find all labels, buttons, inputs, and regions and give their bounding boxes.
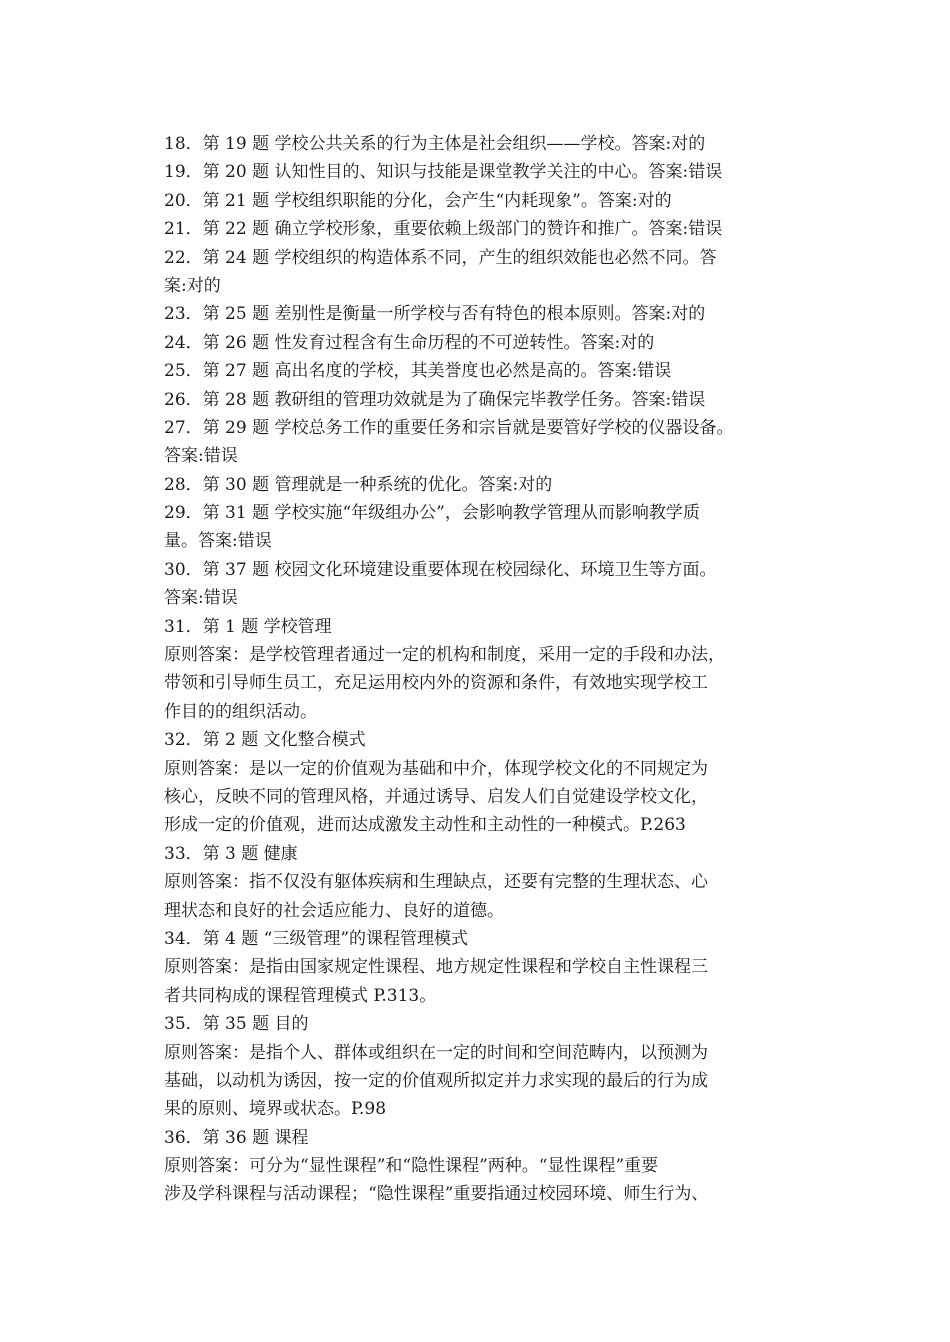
text-line: 原则答案：指不仅没有躯体疾病和生理缺点，还要有完整的生理状态、心 — [164, 872, 708, 893]
text-line: 案:对的 — [164, 275, 221, 296]
text-line: 作目的的组织活动。 — [164, 701, 317, 722]
text-line: 34．第 4 题 “三级管理”的课程管理模式 — [164, 928, 469, 949]
text-line: 31．第 1 题 学校管理 — [164, 616, 332, 637]
document-body — [164, 130, 804, 1209]
text-line: 22．第 24 题 学校组织的构造体系不同，产生的组织效能也必然不同。答 — [164, 247, 717, 268]
text-line: 核心，反映不同的管理风格，并通过诱导、启发人们自觉建设学校文化， — [164, 786, 708, 807]
text-line: 28．第 30 题 管理就是一种系统的优化。答案:对的 — [164, 474, 553, 495]
text-line: 20．第 21 题 学校组织职能的分化，会产生“内耗现象”。答案:对的 — [164, 190, 672, 211]
text-line: 理状态和良好的社会适应能力、良好的道德。 — [164, 900, 504, 921]
text-line: 32．第 2 题 文化整合模式 — [164, 730, 366, 751]
text-line: 33．第 3 题 健康 — [164, 843, 298, 864]
text-line: 原则答案：可分为“显性课程”和“隐性课程”两种。“显性课程”重要 — [164, 1156, 659, 1177]
text-line: 25．第 27 题 高出名度的学校，其美誉度也必然是高的。答案:错误 — [164, 361, 672, 382]
text-line: 24．第 26 题 性发育过程含有生命历程的不可逆转性。答案:对的 — [164, 332, 655, 353]
text-line: 27．第 29 题 学校总务工作的重要任务和宗旨就是要管好学校的仪器设备。 — [164, 417, 734, 438]
text-line: 原则答案：是指由国家规定性课程、地方规定性课程和学校自主性课程三 — [164, 957, 708, 978]
text-line: 36．第 36 题 课程 — [164, 1127, 309, 1148]
text-line: 原则答案：是指个人、群体或组织在一定的时间和空间范畴内，以预测为 — [164, 1042, 708, 1063]
text-line: 涉及学科课程与活动课程；“隐性课程”重要指通过校园环境、师生行为、 — [164, 1184, 709, 1205]
text-line: 23．第 25 题 差别性是衡量一所学校与否有特色的根本原则。答案:对的 — [164, 304, 706, 325]
text-line: 原则答案：是以一定的价值观为基础和中介，体现学校文化的不同规定为 — [164, 758, 708, 779]
text-line: 19．第 20 题 认知性目的、知识与技能是课堂教学关注的中心。答案:错误 — [164, 162, 723, 183]
text-line: 形成一定的价值观，进而达成激发主动性和主动性的一种模式。P.263 — [164, 815, 686, 836]
text-line: 基础，以动机为诱因，按一定的价值观所拟定并力求实现的最后的行为成 — [164, 1070, 708, 1091]
text-line: 35．第 35 题 目的 — [164, 1014, 309, 1035]
text-line: 果的原则、境界或状态。P.98 — [164, 1099, 387, 1120]
text-line: 量。答案:错误 — [164, 531, 272, 552]
text-line: 21．第 22 题 确立学校形象，重要依赖上级部门的赞许和推广。答案:错误 — [164, 219, 723, 240]
text-line: 原则答案：是学校管理者通过一定的机构和制度，采用一定的手段和办法， — [164, 645, 725, 666]
text-line: 者共同构成的课程管理模式 P.313。 — [164, 985, 437, 1006]
text-line: 30．第 37 题 校园文化环境建设重要体现在校园绿化、环境卫生等方面。 — [164, 559, 717, 580]
text-line: 18．第 19 题 学校公共关系的行为主体是社会组织——学校。答案:对的 — [164, 134, 706, 154]
text-line: 带领和引导师生员工，充足运用校内外的资源和条件，有效地实现学校工 — [164, 673, 708, 694]
text-line: 26．第 28 题 教研组的管理功效就是为了确保完毕教学任务。答案:错误 — [164, 389, 706, 410]
text-line: 答案:错误 — [164, 446, 238, 467]
text-line: 29．第 31 题 学校实施“年级组办公”，会影响教学管理从而影响教学质 — [164, 503, 700, 524]
text-line: 答案:错误 — [164, 588, 238, 609]
